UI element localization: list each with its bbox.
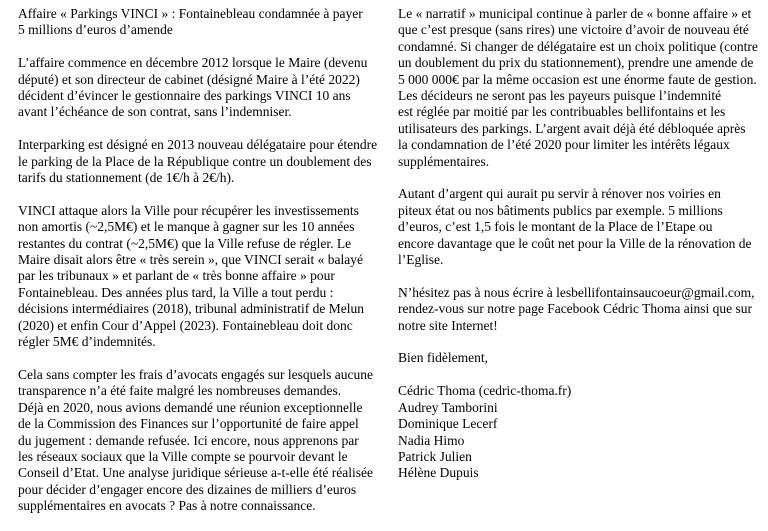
text-line: du jugement : demande refusée. Ici encore, nous apprenons par bbox=[18, 432, 359, 448]
text-line: que c’est presque (sans rires) une victoire d’avoir de nouveau été bbox=[398, 22, 749, 38]
text-line: L’affaire commence en décembre 2012 lorsque le Maire (devenu bbox=[18, 55, 368, 71]
text-line: pour décider d’engager encore des dizaines de milliers d’euros bbox=[18, 481, 357, 497]
signatory: Hélène Dupuis bbox=[398, 465, 479, 481]
text-line: restantes du contrat (~2,5M€) que la Ville refuse de régler. Le bbox=[18, 235, 352, 251]
text-line: Maire disait alors être « très serein », que VINCI serait « balayé bbox=[18, 252, 364, 268]
signatories bbox=[398, 383, 760, 481]
text-line: 5 000 000€ par la même occasion est une énorme faute de gestion. bbox=[398, 71, 757, 87]
text-line: régler 5M€ d’indemnités. bbox=[18, 334, 156, 350]
text-line: (2020) et enfin Cour d’Appel (2023). Fontainebleau doit donc bbox=[18, 317, 353, 333]
text-line: décident d’évincer le gestionnaire des parkings VINCI 10 ans bbox=[18, 88, 351, 104]
signatory: Nadia Himo bbox=[398, 432, 465, 448]
text-line: Cela sans compter les frais d’avocats engagés sur lesquels aucune bbox=[18, 366, 374, 382]
text-line: Déjà en 2020, nous avions demandé une réunion exceptionnelle bbox=[18, 399, 363, 415]
text-line: transparence n’a été faite malgré les nombreuses demandes. bbox=[18, 383, 342, 399]
text-line: les réseaux sociaux que la Ville compte se pourvoir devant le bbox=[18, 448, 348, 464]
signatory: Dominique Lecerf bbox=[398, 416, 498, 432]
text-line: la condamnation de l’été 2020 pour limiter les intérêts légaux bbox=[398, 137, 730, 153]
text-line: notre site Internet! bbox=[398, 317, 498, 333]
left-column bbox=[18, 6, 378, 531]
text-line: VINCI attaque alors la Ville pour récupérer les investissements bbox=[18, 202, 359, 218]
text-line: de la Commission des Finances sur l’opportunité de faire appel bbox=[18, 416, 359, 432]
signatory: Audrey Tamborini bbox=[398, 399, 498, 415]
text-line: député) et son directeur de cabinet (désigné Maire à l’été 2022) bbox=[18, 71, 360, 87]
closing-line: Bien fidèlement, bbox=[398, 350, 488, 366]
text-line: encore davantage que le coût net pour la Ville de la rénovation de bbox=[398, 235, 752, 251]
text-line: l’Eglise. bbox=[398, 252, 444, 268]
closing bbox=[398, 350, 760, 366]
text-line: condamné. Si changer de délégataire est un choix politique (contre bbox=[398, 38, 758, 54]
paragraph-lawyer-fees bbox=[18, 367, 373, 515]
text-line: Les décideurs ne seront pas les payeurs puisque l’indemnité bbox=[398, 88, 722, 104]
paragraph-vinci-lawsuit bbox=[18, 203, 373, 351]
paragraph-contact bbox=[398, 285, 760, 334]
text-line: le parking de la Place de la République contre un doublement des bbox=[18, 153, 372, 169]
paragraph-narrative bbox=[398, 6, 760, 170]
paragraph-interparking bbox=[18, 137, 378, 186]
text-line: avant l’échéance de son contrat, sans l’indemniser. bbox=[18, 104, 292, 120]
text-line: Fontainebleau. Des années plus tard, la Ville a tout perdu : bbox=[18, 284, 334, 300]
text-line: N’hésitez pas à nous écrire à lesbellifontainsaucoeur@gmail.com, bbox=[398, 284, 755, 300]
text-line: Interparking est désigné en 2013 nouveau délégataire pour étendre bbox=[18, 137, 378, 153]
text-line: Le « narratif » municipal continue à parler de « bonne affaire » et bbox=[398, 6, 752, 21]
signatory: Patrick Julien bbox=[398, 448, 472, 464]
text-line: utilisateurs des parkings. L’argent avait déjà été débloquée après bbox=[398, 120, 746, 136]
text-line: décisions intermédiaires (2018), tribunal administratif de Melun bbox=[18, 301, 365, 317]
text-line: un doublement du prix du stationnement), prendre une amende de bbox=[398, 55, 754, 71]
text-line: tarifs du stationnement (de 1€/h à 2€/h). bbox=[18, 170, 235, 186]
text-line: Autant d’argent qui aurait pu servir à rénover nos voiries en bbox=[398, 186, 721, 202]
right-column bbox=[398, 6, 760, 482]
text-line: Conseil d’Etat. Une analyse juridique sérieuse a-t-elle été réalisée bbox=[18, 465, 373, 481]
title-line: 5 millions d’euros d’amende bbox=[18, 22, 173, 38]
text-line: non amortis (~2,5M€) et le manque à gagner sur les 10 années bbox=[18, 219, 355, 235]
paragraph-alternative-uses bbox=[398, 186, 760, 268]
signatory: Cédric Thoma (cedric-thoma.fr) bbox=[398, 383, 572, 399]
text-line: supplémentaires en avocats ? Pas à notre connaissance. bbox=[18, 498, 316, 514]
title-line: Affaire « Parkings VINCI » : Fontainebleau condamnée à payer bbox=[18, 6, 363, 21]
article-title bbox=[18, 6, 373, 39]
text-line: par les tribunaux » et parlant de « très bonne affaire » pour bbox=[18, 268, 335, 284]
text-line: est réglée par moitié par les contribuables bellifontains et les bbox=[398, 104, 726, 120]
text-line: d’euros, c’est 1,5 fois le montant de la Place de l’Etape ou bbox=[398, 219, 713, 235]
text-line: supplémentaires. bbox=[398, 153, 490, 169]
text-line: rendez-vous sur notre page Facebook Cédric Thoma ainsi que sur bbox=[398, 301, 753, 317]
text-line: piteux état ou nos bâtiments publics par exemple. 5 millions bbox=[398, 202, 723, 218]
paragraph-eviction bbox=[18, 55, 373, 121]
